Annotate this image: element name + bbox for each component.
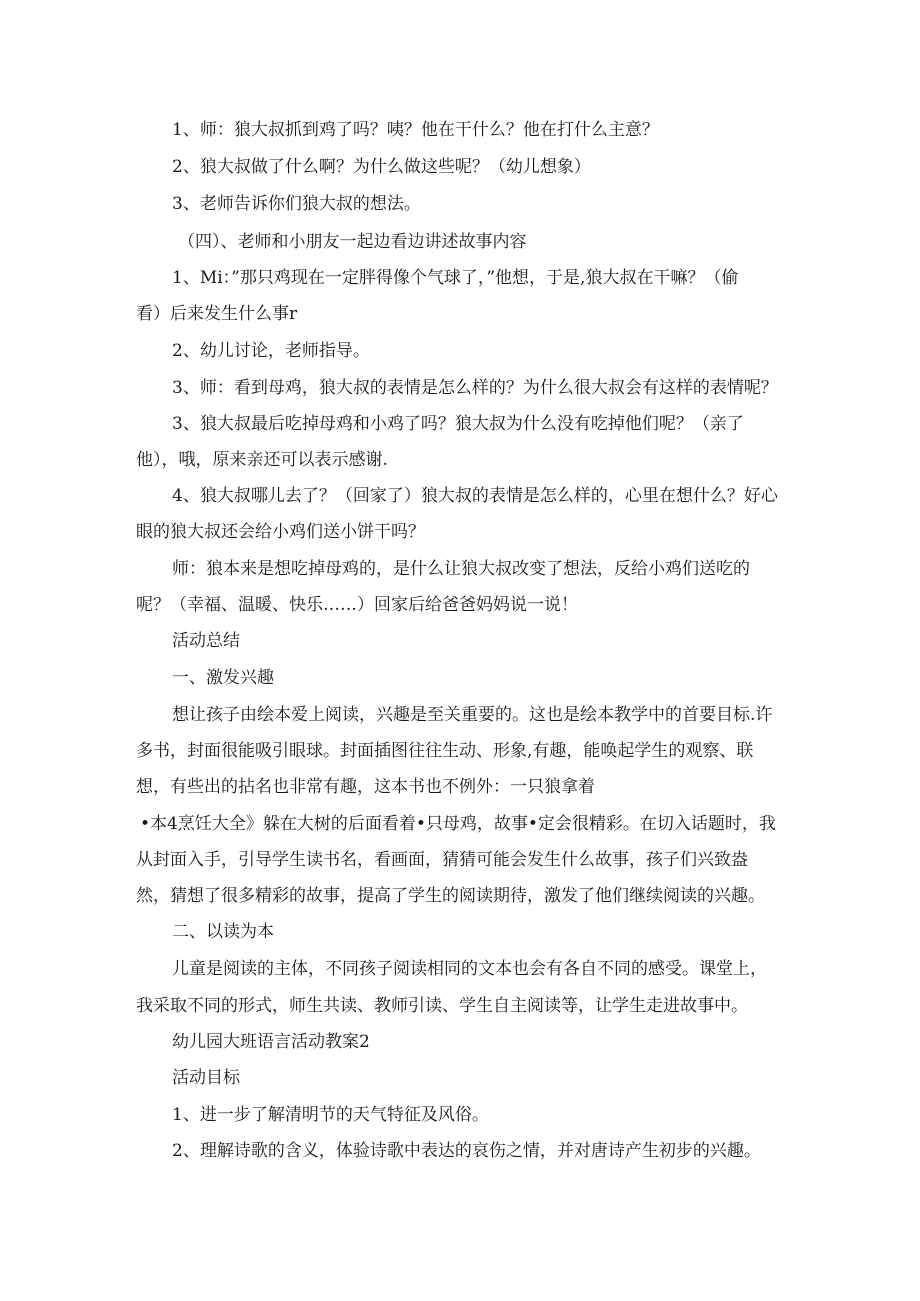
- text-line: 2、理解诗歌的含义，体验诗歌中表达的哀伤之情，并对唐诗产生初步的兴趣。: [172, 1141, 761, 1161]
- text-line: 1、进一步了解清明节的天气特征及风俗。: [172, 1105, 489, 1125]
- text-line: 想，有些出的拈名也非常有趣，这本书也不例外：一只狼拿着: [136, 777, 595, 797]
- document-title: 幼儿园大班语言活动教案2: [172, 1032, 370, 1052]
- text-line: 3、师：看到母鸡，狼大叔的表情是怎么样的？为什么很大叔会有这样的表情呢？: [172, 378, 778, 398]
- section-heading: 二、以读为本: [172, 922, 274, 942]
- text-line: 呢？（幸福、温暖、快乐……）回家后给爸爸妈妈说一说！: [136, 595, 578, 615]
- section-heading: （四）、老师和小朋友一起边看边讲述故事内容: [178, 232, 527, 252]
- text-line: 想让孩子由绘本爱上阅读，兴趣是至关重要的。这也是绘本教学中的首要目标.许: [172, 705, 773, 725]
- text-line: 2、幼儿讨论，老师指导。: [172, 341, 370, 361]
- text-line: 我采取不同的形式，师生共读、教师引读、学生自主阅读等，让学生走进故事中。: [136, 996, 748, 1016]
- text-line: 他），哦，原来亲还可以表示感谢.: [136, 450, 388, 470]
- text-line: 然，猜想了很多精彩的故事，提高了学生的阅读期待，激发了他们继续阅读的兴趣。: [136, 886, 765, 906]
- text-line: 3、老师告诉你们狼大叔的想法。: [172, 194, 421, 214]
- text-line: 眼的狼大叔还会给小鸡们送小饼干吗？: [136, 522, 425, 542]
- text-line: 多书，封面很能吸引眼球。封面插图往往生动、形象,有趣，能唤起学生的观察、联: [136, 741, 754, 761]
- text-line: 看）后来发生什么事r: [136, 304, 298, 324]
- text-line: 1、Mi：”那只鸡现在一定胖得像个气球了，”他想，于是,狼大叔在干嘛？（偷: [172, 268, 739, 288]
- section-heading: 活动目标: [172, 1068, 240, 1088]
- text-line: 2、狼大叔做了什么啊？为什么做这些呢？（幼儿想象）: [172, 157, 591, 177]
- text-line: 1、师：狼大叔抓到鸡了吗？咦？他在干什么？他在打什么主意？: [172, 120, 659, 140]
- text-line: 师：狼本来是想吃掉母鸡的，是什么让狼大叔改变了想法，反给小鸡们送吃的: [172, 559, 750, 579]
- section-heading: 活动总结: [172, 631, 240, 651]
- section-heading: 一、激发兴趣: [172, 668, 274, 688]
- text-line: 4、狼大叔哪儿去了？（回家了）狼大叔的表情是怎么样的，心里在想什么？好心: [172, 486, 778, 506]
- text-line: 儿童是阅读的主体，不同孩子阅读相同的文本也会有各自不同的感受。课堂上，: [172, 959, 767, 979]
- text-line: 3、狼大叔最后吃掉母鸡和小鸡了吗？狼大叔为什么没有吃掉他们呢？（亲了: [172, 414, 744, 434]
- text-line: 从封面入手，引导学生读书名，看画面，猜猜可能会发生什么故事，孩子们兴致盎: [136, 850, 748, 870]
- text-line: •本4烹饪大全》躲在大树的后面看着•只母鸡，故事•定会很精彩。在切入话题时，我: [140, 814, 776, 834]
